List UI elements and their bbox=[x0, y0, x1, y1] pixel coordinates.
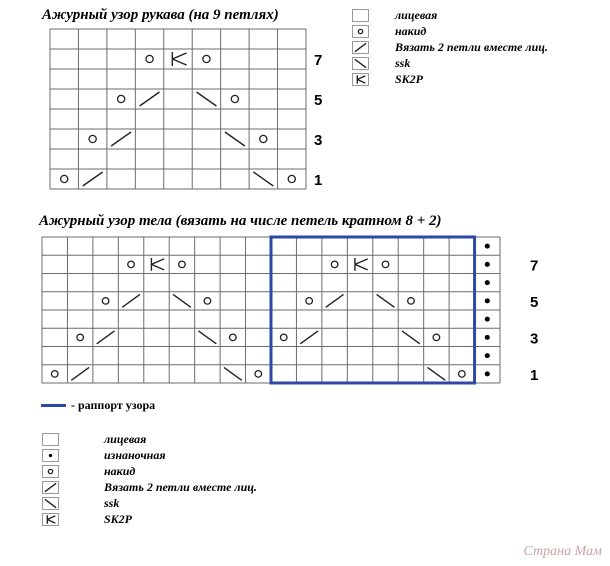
purl-symbol bbox=[485, 298, 490, 303]
legend-item bbox=[352, 40, 610, 56]
ssk-icon bbox=[42, 497, 60, 511]
legend-item bbox=[352, 72, 610, 88]
k2tog-symbol bbox=[45, 483, 56, 491]
yarn-over-symbol bbox=[255, 371, 262, 378]
yarn-over-symbol bbox=[331, 261, 338, 268]
yarn-over-symbol bbox=[102, 298, 109, 305]
yarn-over-symbol bbox=[203, 55, 210, 62]
row-number-label: 1 bbox=[314, 172, 323, 189]
purl-symbol bbox=[485, 371, 490, 376]
yarn-over-symbol bbox=[433, 334, 440, 341]
sk2p-symbol bbox=[355, 258, 368, 271]
yarn-over-symbol bbox=[408, 298, 415, 305]
yarn-over-symbol bbox=[77, 334, 84, 341]
ssk-symbol bbox=[402, 331, 420, 344]
knit-icon bbox=[42, 433, 60, 447]
knit-icon bbox=[352, 9, 370, 23]
ssk-symbol bbox=[355, 59, 366, 67]
ssk-symbol bbox=[198, 331, 216, 344]
row-number-label: 7 bbox=[314, 52, 323, 69]
yarn-over-symbol bbox=[61, 175, 68, 182]
row-number-label: 5 bbox=[314, 92, 323, 109]
legend-item-label: SK2P bbox=[104, 512, 133, 526]
legend-item bbox=[42, 512, 302, 528]
repeat-note-label: - раппорт узора bbox=[71, 398, 156, 412]
ssk-symbol bbox=[196, 92, 216, 106]
purl-symbol bbox=[485, 280, 490, 285]
yarn-over-symbol bbox=[51, 371, 58, 378]
yarn-over-symbol bbox=[230, 334, 237, 341]
purl-symbol bbox=[485, 353, 490, 358]
row-number-label: 5 bbox=[530, 293, 539, 311]
yarn-over-symbol bbox=[382, 261, 389, 268]
k2tog-symbol bbox=[300, 331, 318, 344]
purl-symbol bbox=[485, 262, 490, 267]
sk2p-symbol bbox=[47, 515, 55, 523]
ssk-symbol bbox=[377, 294, 395, 307]
yarn-over-symbol bbox=[288, 175, 295, 182]
k2tog-symbol bbox=[83, 172, 103, 186]
sk2p-symbol bbox=[357, 75, 365, 83]
repeat-line-sample bbox=[41, 404, 66, 407]
legend-item bbox=[42, 480, 302, 496]
yarn-over-symbol bbox=[118, 95, 125, 102]
repeat-border bbox=[271, 237, 475, 383]
yarn-over-symbol bbox=[459, 371, 466, 378]
legend-item bbox=[42, 448, 302, 464]
ssk-symbol bbox=[253, 172, 273, 186]
repeat-note bbox=[41, 397, 261, 413]
chart-grid bbox=[42, 237, 500, 383]
legend-item bbox=[352, 56, 610, 72]
chart-grid bbox=[50, 29, 306, 189]
yarn-over-symbol bbox=[306, 298, 313, 305]
purl-symbol bbox=[485, 317, 490, 322]
sk2p-icon bbox=[42, 513, 60, 527]
row-number-label: 3 bbox=[314, 132, 323, 149]
yarn-over-symbol bbox=[231, 95, 238, 102]
k2tog-symbol bbox=[71, 367, 89, 380]
legend-item-label: Вязать 2 петли вместе лиц. bbox=[395, 40, 548, 54]
k2tog-symbol bbox=[326, 294, 344, 307]
ssk-icon bbox=[352, 57, 370, 71]
ssk-symbol bbox=[225, 132, 245, 146]
legend-bottom bbox=[42, 432, 322, 532]
purl-symbol bbox=[49, 454, 52, 457]
body-chart-title: Ажурный узор тела (вязать на числе петель кратном 8 + 2) bbox=[39, 213, 442, 229]
legend-item-label: лицевая bbox=[104, 432, 147, 446]
yarn-over-symbol bbox=[146, 55, 153, 62]
chart-symbols bbox=[61, 52, 296, 186]
yarn-over-symbol bbox=[280, 334, 287, 341]
legend-item-label: SK2P bbox=[395, 72, 424, 86]
ssk-symbol bbox=[173, 294, 191, 307]
row-number-label: 3 bbox=[530, 330, 539, 348]
ssk-symbol bbox=[45, 499, 56, 507]
yarn-over-symbol bbox=[128, 261, 135, 268]
sleeve-chart-title: Ажурный узор рукава (на 9 петлях) bbox=[42, 7, 279, 23]
legend-item-label: накид bbox=[104, 464, 136, 478]
legend-item-label: лицевая bbox=[395, 8, 438, 22]
k2tog-symbol bbox=[122, 294, 140, 307]
yarn-over-symbol bbox=[358, 29, 362, 33]
k2tog-symbol bbox=[111, 132, 131, 146]
purl-symbol bbox=[485, 244, 490, 249]
yarn-over-symbol bbox=[204, 298, 211, 305]
k2tog-icon bbox=[42, 481, 60, 495]
legend-item bbox=[42, 464, 302, 480]
legend-item-label: ssk bbox=[104, 496, 120, 510]
row-number-label: 1 bbox=[530, 366, 539, 384]
sk2p-symbol bbox=[172, 52, 186, 66]
legend-item-label: Вязать 2 петли вместе лиц. bbox=[104, 480, 257, 494]
legend-item-label: накид bbox=[395, 24, 427, 38]
legend-item bbox=[352, 8, 610, 24]
ssk-symbol bbox=[427, 367, 445, 380]
legend-item bbox=[352, 24, 610, 40]
yarn-over-symbol bbox=[179, 261, 186, 268]
k2tog-icon bbox=[352, 41, 370, 55]
legend-top bbox=[352, 8, 602, 92]
yarn-over-symbol bbox=[260, 135, 267, 142]
yarn-over-symbol bbox=[48, 469, 52, 473]
legend-item-label: изнаночная bbox=[104, 448, 166, 462]
yo-icon bbox=[42, 465, 60, 479]
k2tog-symbol bbox=[97, 331, 115, 344]
yarn-over-symbol bbox=[89, 135, 96, 142]
purl-symbol bbox=[485, 335, 490, 340]
k2tog-symbol bbox=[355, 43, 366, 51]
chart-symbols bbox=[51, 244, 489, 381]
sk2p-icon bbox=[352, 73, 370, 87]
legend-item-label: ssk bbox=[395, 56, 411, 70]
k2tog-symbol bbox=[140, 92, 160, 106]
watermark: Страна Мам bbox=[523, 544, 602, 559]
purl-icon bbox=[42, 449, 60, 463]
row-number-label: 7 bbox=[530, 257, 539, 275]
legend-item bbox=[42, 496, 302, 512]
sk2p-symbol bbox=[151, 258, 164, 271]
yo-icon bbox=[352, 25, 370, 39]
ssk-symbol bbox=[224, 367, 242, 380]
legend-item bbox=[42, 432, 302, 448]
